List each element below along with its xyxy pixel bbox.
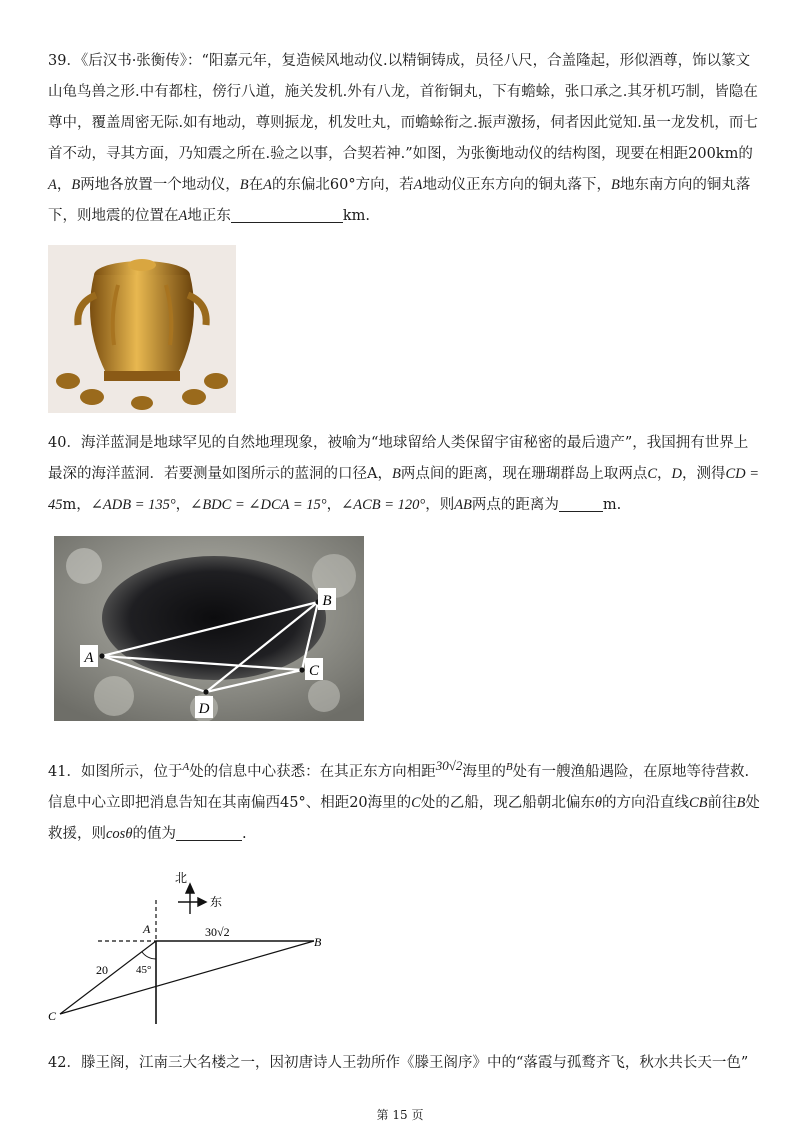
page-number: 第 15 页: [376, 1108, 424, 1122]
problem-42-text: 42．滕王阁，江南三大名楼之一，因初唐诗人王勃所作《滕王阁序》中的“落霞与孤鹜齐飞，秋水共长天一色”: [48, 1055, 749, 1071]
problem-41: [48, 750, 760, 850]
answer-blank[interactable]: [559, 495, 603, 512]
seismograph-image: [48, 245, 236, 413]
answer-blank[interactable]: [176, 824, 242, 841]
east-label: 东: [210, 895, 223, 909]
length-ac-label: 20: [96, 963, 108, 977]
blue-hole-figure: [54, 536, 364, 721]
point-label-b: B: [322, 593, 332, 609]
point-label-b: B: [314, 935, 322, 949]
problem-42: [48, 1048, 760, 1079]
problem-41-text: 41．如图所示，位于$^A$处的信息中心获悉：在其正东方向相距$^{30√2}$海里的$^B$处有一艘渔船遇险，在原地等待营救.信息中心立即把消息告知在其南偏西45°、相距20海里的C处的乙船，现乙船朝北偏东θ的方向沿直线CB前往B处救援，则cosθ的值为 .: [48, 758, 760, 842]
point-label-d: D: [198, 701, 210, 717]
point-label-c: C: [48, 1009, 57, 1023]
angle-label: 45°: [136, 964, 152, 976]
problem-40: [48, 428, 760, 521]
navigation-figure: [40, 862, 340, 1030]
point-label-c: C: [308, 663, 320, 679]
length-ab-label: 30√2: [205, 925, 230, 939]
answer-blank[interactable]: [231, 206, 343, 223]
point-label-a: A: [84, 650, 94, 666]
problem-39-text: 39．《后汉书·张衡传》：“阳嘉元年，复造候风地动仪.以精铜铸成，员径八尺，合盖隆起，形似酒尊，饰以篆文山龟鸟兽之形.中有都柱，傍行八道，施关发机.外有八龙，首衔铜丸，下有蟾蜍，张口承之.其牙机巧制，皆隐在尊中，覆盖周密无际.如有地动，尊则振龙，机发吐丸，而蟾蜍衔之.振声激扬，伺者因此觉知.虽一龙发机，而七首不动，寻其方面，乃知震之所在.验之以事，合契若神.”如图，为张衡地动仪的结构图，现要在相距200km的A，B两地各放置一个地动仪，B在A的东偏北60°方向，若A地动仪正东方向的铜丸落下，B地东南方向的铜丸落下，则地震的位置在A地正东 km.: [48, 53, 758, 224]
problem-40-text: 40．海洋蓝洞是地球罕见的自然地理现象，被喻为“地球留给人类保留宇宙秘密的最后遗产”，我国拥有世界上最深的海洋蓝洞．若要测量如图所示的蓝洞的口径A，B两点间的距离，现在珊瑚群岛上取两点C，D，测得CD = 45m，∠ADB = 135°，∠BDC = ∠DCA = 15°，∠ACB = 120°，则AB两点的距离为 m.: [48, 435, 760, 513]
problem-39: [48, 46, 760, 232]
north-label: 北: [174, 871, 187, 885]
point-label-a: A: [143, 922, 151, 936]
